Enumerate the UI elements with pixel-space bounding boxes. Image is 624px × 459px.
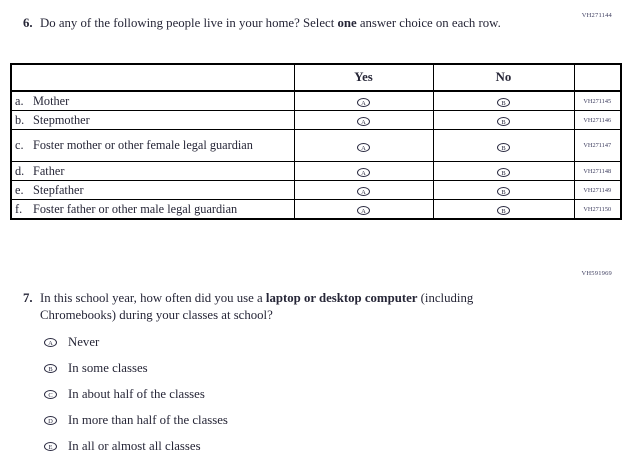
question-7-options bbox=[44, 329, 228, 459]
option-all-or-almost-all bbox=[44, 433, 228, 459]
grid-header-yes: Yes bbox=[294, 64, 433, 91]
option-never bbox=[44, 329, 228, 355]
row-letter: e. bbox=[15, 182, 24, 197]
yes-bubble[interactable]: A bbox=[357, 143, 370, 152]
grid-header-row bbox=[11, 64, 621, 91]
option-label: In about half of the classes bbox=[68, 386, 205, 401]
question-6-text bbox=[40, 15, 501, 32]
row-label: Mother bbox=[33, 93, 70, 108]
no-bubble[interactable]: B bbox=[497, 168, 510, 177]
question-7-text-after: (including Chromebooks) during your classes at school? bbox=[40, 291, 474, 323]
question-6-number: 6. bbox=[23, 16, 33, 30]
item-code-q7: VH591969 bbox=[581, 270, 612, 277]
row-letter: a. bbox=[15, 93, 24, 108]
no-bubble[interactable]: B bbox=[497, 187, 510, 196]
row-label: Stepfather bbox=[33, 182, 84, 197]
table-row bbox=[11, 162, 621, 181]
row-item-code: VH271146 bbox=[574, 111, 621, 130]
question-6-text-after: answer choice on each row. bbox=[356, 16, 501, 30]
option-bubble[interactable]: E bbox=[44, 442, 57, 451]
question-7-text-bold: laptop or desktop computer bbox=[265, 291, 418, 305]
row-label: Father bbox=[33, 163, 65, 178]
yes-bubble[interactable]: A bbox=[357, 187, 370, 196]
row-letter: c. bbox=[15, 138, 24, 152]
answer-grid bbox=[10, 63, 622, 220]
item-code-q6: VH271144 bbox=[581, 12, 612, 19]
row-label: Foster father or other male legal guardian bbox=[33, 201, 238, 216]
row-letter: b. bbox=[15, 112, 25, 127]
no-bubble[interactable]: B bbox=[497, 98, 510, 107]
question-6 bbox=[23, 15, 515, 32]
table-row bbox=[11, 181, 621, 200]
question-7-number: 7. bbox=[23, 291, 33, 305]
row-item-code: VH271149 bbox=[574, 181, 621, 200]
option-label: In some classes bbox=[68, 360, 148, 375]
row-item-code: VH271147 bbox=[574, 130, 621, 162]
option-label: In all or almost all classes bbox=[68, 438, 201, 453]
no-bubble[interactable]: B bbox=[497, 117, 510, 126]
row-label: Foster mother or other female legal guardian bbox=[33, 138, 253, 152]
table-row bbox=[11, 91, 621, 111]
yes-bubble[interactable]: A bbox=[357, 117, 370, 126]
table-row bbox=[11, 130, 621, 162]
no-bubble[interactable]: B bbox=[497, 143, 510, 152]
row-item-code: VH271148 bbox=[574, 162, 621, 181]
option-about-half bbox=[44, 381, 228, 407]
option-label: In more than half of the classes bbox=[68, 412, 228, 427]
table-row bbox=[11, 200, 621, 220]
option-more-than-half bbox=[44, 407, 228, 433]
grid-header-blank bbox=[11, 64, 294, 91]
no-bubble[interactable]: B bbox=[497, 206, 510, 215]
option-some-classes bbox=[44, 355, 228, 381]
grid-header-code-blank bbox=[574, 64, 621, 91]
question-7 bbox=[23, 290, 528, 324]
yes-bubble[interactable]: A bbox=[357, 168, 370, 177]
question-7-text-before: In this school year, how often did you use a bbox=[40, 291, 266, 305]
question-6-text-before: Do any of the following people live in your home? Select bbox=[40, 16, 338, 30]
grid-header-no: No bbox=[433, 64, 574, 91]
yes-bubble[interactable]: A bbox=[357, 206, 370, 215]
row-item-code: VH271145 bbox=[574, 91, 621, 111]
option-bubble[interactable]: B bbox=[44, 364, 57, 373]
table-row bbox=[11, 111, 621, 130]
option-label: Never bbox=[68, 334, 100, 349]
option-bubble[interactable]: C bbox=[44, 390, 57, 399]
row-letter: d. bbox=[15, 163, 25, 178]
option-bubble[interactable]: D bbox=[44, 416, 57, 425]
row-label: Stepmother bbox=[33, 112, 90, 127]
yes-bubble[interactable]: A bbox=[357, 98, 370, 107]
question-6-text-bold: one bbox=[337, 16, 357, 30]
row-item-code: VH271150 bbox=[574, 200, 621, 220]
question-7-text bbox=[40, 290, 528, 324]
row-letter: f. bbox=[15, 201, 23, 216]
option-bubble[interactable]: A bbox=[44, 338, 57, 347]
